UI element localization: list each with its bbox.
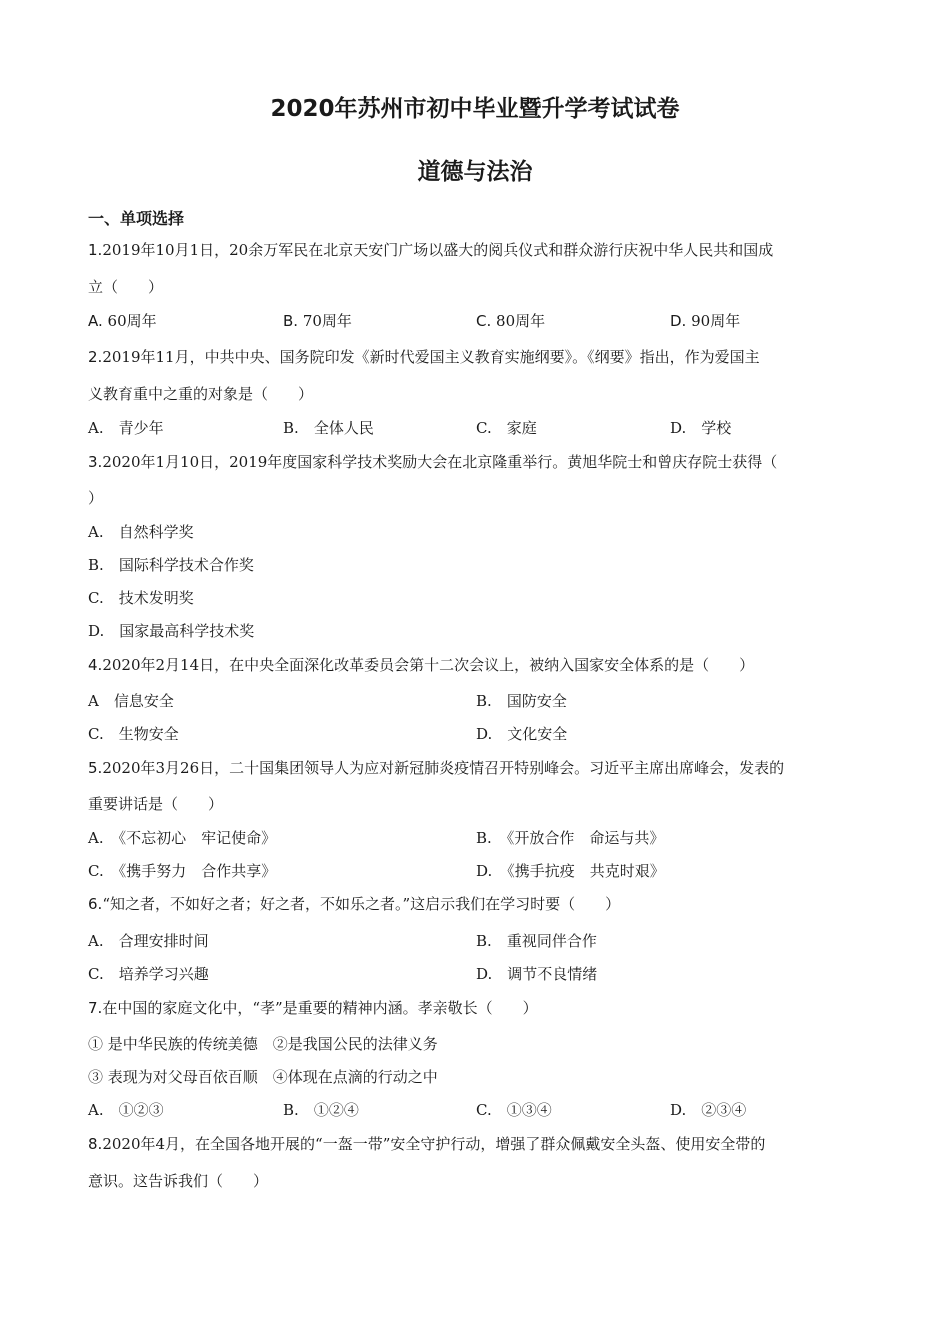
question-text: 2020年1月10日，2019年度国家科学技术奖励大会在北京隆重举行。黄旭华院士和曾庆存院士获得（ — [102, 453, 778, 471]
option-c: C. 生物安全 — [88, 725, 179, 743]
question-1 — [88, 240, 773, 260]
question-number: 2. — [88, 348, 103, 366]
option-c: C. 《携手努力 合作共享》 — [88, 862, 277, 880]
question-text: 2020年4月，在全国各地开展的“一盔一带”安全守护行动，增强了群众佩戴安全头盔、使用安全带的 — [102, 1135, 766, 1153]
option-a: A. ①②③ — [88, 1101, 164, 1119]
question-number: 7. — [88, 999, 103, 1017]
question-text: 2019年10月1日，20余万军民在北京天安门广场以盛大的阅兵仪式和群众游行庆祝中华人民共和国成 — [102, 241, 774, 259]
question-6 — [88, 894, 620, 914]
question-text: 2019年11月，中共中央、国务院印发《新时代爱国主义教育实施纲要》。《纲要》指出，作为爱国主 — [102, 348, 760, 366]
question-number: 4. — [88, 656, 103, 674]
question-text: 在中国的家庭文化中，“孝”是重要的精神内涵。孝亲敬长（ ） — [102, 999, 538, 1017]
question-7 — [88, 998, 538, 1018]
question-8-continued: 意识。这告诉我们（ ） — [88, 1172, 269, 1190]
question-text: “知之者，不如好之者；好之者，不如乐之者。”这启示我们在学习时要（ ） — [102, 895, 621, 913]
option-a: A. 自然科学奖 — [88, 523, 194, 541]
question-8 — [88, 1134, 765, 1154]
question-text: 2020年2月14日，在中央全面深化改革委员会第十二次会议上，被纳入国家安全体系的是（ ） — [102, 656, 755, 674]
option-c: C. 培养学习兴趣 — [88, 965, 209, 983]
option-b: B. 全体人民 — [283, 419, 374, 437]
question-number: 6. — [88, 895, 103, 913]
exam-title: 2020年苏州市初中毕业暨升学考试试卷 — [270, 96, 680, 122]
option-a: A. 合理安排时间 — [88, 932, 209, 950]
option-d: D. 国家最高科学技术奖 — [88, 622, 255, 640]
subject-title: 道德与法治 — [417, 159, 533, 185]
option-b: B. ①②④ — [283, 1101, 359, 1119]
question-number: 1. — [88, 241, 103, 259]
question-4 — [88, 655, 754, 675]
option-c: C. 技术发明奖 — [88, 589, 194, 607]
option-b: B. 《开放合作 命运与共》 — [476, 829, 665, 847]
question-number: 5. — [88, 759, 103, 777]
question-2 — [88, 347, 760, 367]
option-c: C. 80周年 — [476, 312, 546, 330]
statement-items-2: ③ 表现为对父母百依百顺 ④体现在点滴的行动之中 — [88, 1068, 438, 1086]
option-d: D. 调节不良情绪 — [476, 965, 598, 983]
option-a: A. 《不忘初心 牢记使命》 — [88, 829, 277, 847]
section-heading: 一、单项选择 — [88, 209, 185, 228]
option-d: D. 学校 — [670, 419, 732, 437]
question-number: 8. — [88, 1135, 103, 1153]
question-3 — [88, 452, 777, 472]
question-number: 3. — [88, 453, 103, 471]
option-d: D. ②③④ — [670, 1101, 747, 1119]
option-b: B. 70周年 — [283, 312, 352, 330]
statement-items-1: ① 是中华民族的传统美德 ②是我国公民的法律义务 — [88, 1035, 438, 1053]
option-c: C. 家庭 — [476, 419, 537, 437]
option-b: B. 国防安全 — [476, 692, 567, 710]
question-1-continued: 立（ ） — [88, 278, 164, 296]
option-a: A. 青少年 — [88, 419, 164, 437]
option-c: C. ①③④ — [476, 1101, 552, 1119]
question-2-continued: 义教育重中之重的对象是（ ） — [88, 385, 314, 403]
option-a: A. 60周年 — [88, 312, 157, 330]
option-d: D. 90周年 — [670, 312, 741, 330]
option-b: B. 重视同伴合作 — [476, 932, 597, 950]
option-b: B. 国际科学技术合作奖 — [88, 556, 254, 574]
question-5 — [88, 758, 784, 778]
question-text: 2020年3月26日，二十国集团领导人为应对新冠肺炎疫情召开特别峰会。习近平主席出席峰会，发表的 — [102, 759, 785, 777]
option-d: D. 《携手抗疫 共克时艰》 — [476, 862, 665, 880]
question-3-continued: ） — [88, 489, 104, 507]
option-a: A 信息安全 — [88, 692, 174, 710]
question-5-continued: 重要讲话是（ ） — [88, 795, 224, 813]
option-d: D. 文化安全 — [476, 725, 568, 743]
